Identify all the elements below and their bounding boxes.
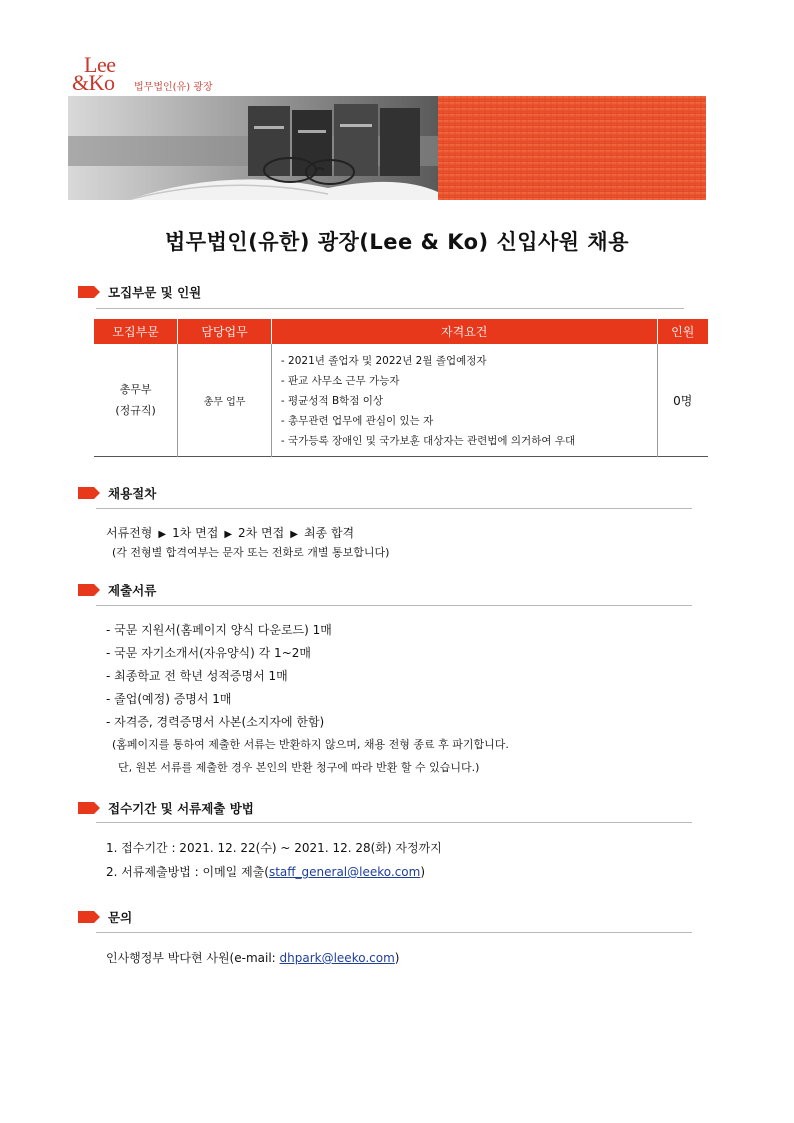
section-documents-header — [78, 580, 156, 600]
process-step: 2차 면접 — [238, 526, 285, 540]
section-divider — [96, 932, 692, 933]
contact-suffix: ) — [394, 951, 400, 965]
list-item: - 자격증, 경력증명서 사본(소지자에 한함) — [106, 715, 325, 729]
triangle-right-icon: ▶ — [158, 529, 167, 540]
dept-type: (정규직) — [115, 404, 156, 417]
section-submission-header — [78, 798, 254, 818]
list-item: - 판교 사무소 근무 가능자 — [280, 375, 400, 387]
recruit-table — [94, 319, 708, 457]
process-step: 서류전형 — [106, 526, 153, 540]
process-step: 최종 합격 — [303, 526, 355, 540]
table-row — [94, 344, 708, 457]
submission-method — [106, 864, 425, 880]
contact-info — [106, 950, 399, 966]
section-process-header — [78, 483, 156, 503]
triangle-right-icon: ▶ — [290, 529, 298, 540]
section-pencil-icon — [78, 911, 100, 923]
section-contact-header — [78, 907, 132, 927]
section-divider — [96, 822, 692, 823]
duty-cell: 총무 업무 — [178, 344, 272, 457]
list-item: - 국문 자기소개서(자유양식) 각 1~2매 — [106, 646, 311, 660]
section-divider — [96, 308, 684, 309]
column-header: 자격요건 — [271, 319, 657, 344]
process-step: 1차 면접 — [172, 526, 219, 540]
section-divider — [96, 508, 692, 509]
column-header: 담당업무 — [178, 319, 272, 344]
dept-cell — [94, 344, 178, 457]
column-header: 모집부문 — [94, 319, 178, 344]
section-pencil-icon — [78, 286, 100, 298]
section-recruit-heading: 모집부문 및 인원 — [108, 285, 202, 300]
qualification-list — [273, 345, 656, 455]
submission-method-label: 2. 서류제출방법 : 이메일 제출( — [106, 865, 269, 879]
section-documents-heading: 제출서류 — [108, 583, 157, 598]
contact-person: 인사행정부 박다현 사원(e-mail: — [106, 951, 280, 965]
submission-email-link[interactable]: staff_general@leeko.com — [268, 865, 421, 879]
list-item: - 평균성적 B학점 이상 — [280, 395, 384, 407]
logo-firm-name: 법무법인(유) 광장 — [134, 82, 213, 93]
headcount-cell: 0명 — [673, 393, 693, 408]
documents-note: (홈페이지를 통하여 제출한 서류는 반환하지 않으며, 채용 전형 종료 후 파기합니다. — [112, 738, 509, 751]
section-recruit-header — [78, 282, 201, 302]
column-header: 인원 — [657, 319, 708, 344]
section-process-heading: 채용절차 — [108, 486, 157, 501]
dept-name: 총무부 — [119, 383, 152, 396]
firm-logo — [72, 52, 132, 96]
section-pencil-icon — [78, 487, 100, 499]
submission-method-suffix: ) — [420, 865, 426, 879]
section-pencil-icon — [78, 802, 100, 814]
section-contact-heading: 문의 — [108, 910, 133, 925]
section-submission-heading: 접수기간 및 서류제출 방법 — [108, 801, 254, 816]
documents-note: 단, 원본 서류를 제출한 경우 본인의 반환 청구에 따라 반환 할 수 있습니다.) — [118, 761, 480, 774]
header-banner-image — [68, 96, 706, 200]
logo-mark-bottom: &Ko — [72, 70, 115, 95]
process-note: (각 전형별 합격여부는 문자 또는 전화로 개별 통보합니다) — [112, 546, 390, 559]
logo-mark-top: Lee — [84, 52, 116, 77]
process-steps — [106, 525, 354, 543]
contact-email-link[interactable]: dhpark@leeko.com — [279, 951, 395, 965]
list-item: - 국가등록 장애인 및 국가보훈 대상자는 관련법에 의거하여 우대 — [280, 435, 576, 447]
section-divider — [96, 605, 692, 606]
list-item: - 국문 지원서(홈페이지 양식 다운로드) 1매 — [106, 623, 332, 637]
section-pencil-icon — [78, 584, 100, 596]
page-title: 법무법인(유한) 광장(Lee & Ko) 신입사원 채용 — [165, 230, 629, 254]
submission-period: 1. 접수기간 : 2021. 12. 22(수) ~ 2021. 12. 28(화) 자정까지 — [106, 841, 442, 855]
list-item: - 최종학교 전 학년 성적증명서 1매 — [106, 669, 288, 683]
qualification-cell — [271, 344, 657, 457]
list-item: - 2021년 졸업자 및 2022년 2월 졸업예정자 — [280, 355, 487, 367]
triangle-right-icon: ▶ — [224, 529, 233, 540]
list-item: - 총무관련 업무에 관심이 있는 자 — [280, 415, 434, 427]
table-header-row — [94, 319, 708, 344]
list-item: - 졸업(예정) 증명서 1매 — [106, 692, 232, 706]
